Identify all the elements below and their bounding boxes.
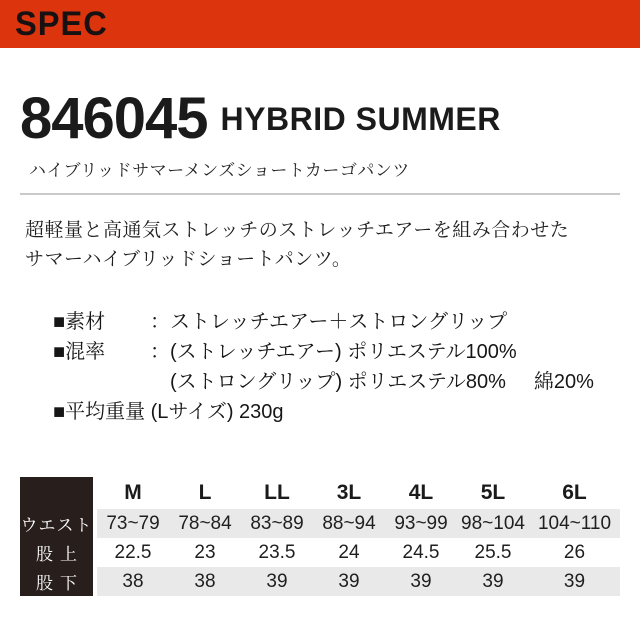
- description-line-1: 超軽量と高通気ストレッチのストレッチエアーを組み合わせた: [25, 220, 570, 241]
- waist-l: 78~84: [178, 512, 232, 534]
- rise-ll: 23.5: [258, 541, 296, 563]
- spec-blend-label: ■混率: [53, 341, 106, 363]
- product-name: HYBRID SUMMER: [220, 101, 501, 137]
- spec-weight-row: [53, 397, 640, 427]
- size-table-data: [97, 477, 620, 596]
- size-table-label-column: [20, 477, 93, 596]
- table-row-inseam: [97, 567, 620, 596]
- inseam-6l: 39: [563, 570, 586, 592]
- rise-4l: 24.5: [402, 541, 440, 563]
- spec-blend-row-2: [53, 367, 640, 397]
- size-col-6l: 6L: [562, 481, 587, 504]
- row-label-waist: ウエスト: [20, 516, 93, 535]
- rise-m: 22.5: [114, 541, 152, 563]
- product-description: [25, 216, 640, 274]
- size-table: [20, 477, 620, 596]
- size-col-l: L: [198, 481, 212, 504]
- product-subtitle: ハイブリッドサマーメンズショートカーゴパンツ: [29, 161, 410, 180]
- row-label-inseam: 股下: [36, 574, 84, 593]
- spec-material-label: ■素材: [53, 311, 106, 333]
- product-title-block: [20, 86, 620, 181]
- inseam-l: 38: [194, 570, 216, 592]
- spec-blend-value-1: ：(ストレッチエアー) ポリエステル100%: [150, 341, 517, 363]
- inseam-3l: 39: [338, 570, 360, 592]
- spec-blend-value-2: (ストロングリップ) ポリエステル80%: [170, 371, 506, 393]
- product-code: 846045: [20, 86, 208, 151]
- waist-ll: 83~89: [250, 512, 304, 534]
- size-col-ll: LL: [264, 481, 290, 504]
- spec-banner-label: SPEC: [15, 5, 108, 43]
- rise-3l: 24: [338, 541, 360, 563]
- spec-list: [53, 307, 640, 427]
- spec-blend-value-2-cotton: 綿20%: [533, 371, 594, 393]
- inseam-4l: 39: [410, 570, 432, 592]
- waist-4l: 93~99: [394, 512, 448, 534]
- rise-5l: 25.5: [474, 541, 512, 563]
- waist-5l: 98~104: [461, 512, 525, 534]
- spec-banner: [0, 0, 640, 48]
- size-col-4l: 4L: [408, 481, 434, 504]
- rise-l: 23: [194, 541, 216, 563]
- spec-weight: ■平均重量 (Lサイズ) 230g: [53, 401, 284, 423]
- inseam-5l: 39: [482, 570, 504, 592]
- waist-3l: 88~94: [322, 512, 376, 534]
- table-row-waist: [97, 509, 620, 538]
- divider-line: [20, 193, 620, 195]
- spec-material-value: ：ストレッチエアー＋ストロングリップ: [150, 311, 508, 333]
- description-line-2: サマーハイブリッドショートパンツ。: [25, 249, 352, 270]
- size-col-3l: 3L: [336, 481, 362, 504]
- size-table-header-row: [97, 477, 620, 509]
- size-table-label-spacer: [20, 477, 93, 509]
- spec-material-row: [53, 307, 640, 337]
- product-title-line: [20, 86, 620, 151]
- table-row-rise: [97, 538, 620, 567]
- waist-6l: 104~110: [537, 512, 612, 534]
- waist-m: 73~79: [106, 512, 160, 534]
- inseam-m: 38: [122, 570, 144, 592]
- size-col-5l: 5L: [480, 481, 506, 504]
- row-label-rise: 股上: [36, 545, 84, 564]
- spec-blend-row: [53, 337, 640, 367]
- rise-6l: 26: [563, 541, 586, 563]
- size-col-m: M: [124, 481, 142, 504]
- inseam-ll: 39: [266, 570, 288, 592]
